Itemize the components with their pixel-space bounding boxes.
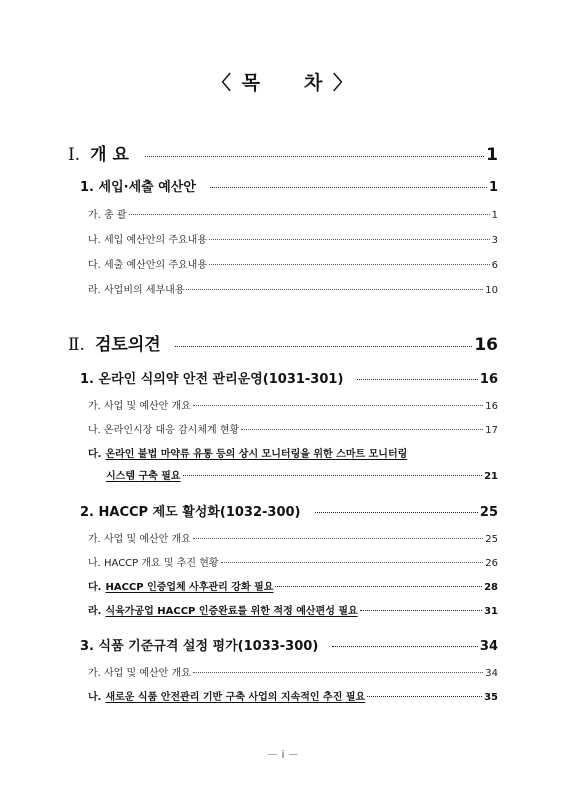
toc-entry-expenditure[interactable]: [88, 256, 498, 271]
entry-label: 2. HACCP 제도 활성화(1032-300): [80, 505, 301, 520]
dot-leader: [129, 214, 490, 215]
entry-label: 식육가공업 HACCP 인증완료를 위한 적정 예산편성 필요: [105, 606, 358, 617]
entry-prefix: 다.: [88, 449, 102, 460]
dot-leader: [193, 538, 483, 539]
page-number: 16: [479, 372, 498, 387]
toc-entry-budget[interactable]: [80, 176, 498, 195]
entry-label: 가. 사업 및 예산안 개요: [88, 534, 191, 545]
toc-entry-food-standards[interactable]: [80, 635, 498, 654]
toc-entry-online-overview[interactable]: [88, 397, 498, 412]
dot-leader: [315, 512, 478, 513]
dot-leader: [193, 405, 483, 406]
section-roman: Ⅰ.: [68, 145, 81, 165]
dot-leader: [209, 264, 490, 265]
entry-label: 나. 세입 예산안의 주요내용: [88, 235, 207, 246]
entry-label: 온라인 불법 마약류 유통 등의 상시 모니터링을 위한 스마트 모니터링: [105, 449, 408, 460]
toc-title: 〈 목 차 〉: [212, 72, 354, 94]
page-number: 28: [484, 582, 498, 593]
toc-entry-overview[interactable]: [88, 206, 498, 221]
page-number: 35: [484, 692, 498, 703]
dot-leader: [275, 586, 482, 587]
dot-leader: [209, 239, 490, 240]
toc-entry-online-monitoring[interactable]: [88, 421, 498, 436]
page-number: 34: [479, 639, 498, 654]
entry-prefix: 다.: [88, 582, 102, 593]
page-number: 6: [491, 260, 498, 271]
page-number: 26: [485, 558, 498, 569]
toc-entry-smart-monitoring-line1[interactable]: [88, 445, 498, 460]
section-label: 개 요: [90, 145, 129, 165]
entry-label: 가. 총 괄: [88, 210, 127, 221]
entry-label: 가. 사업 및 예산안 개요: [88, 668, 191, 679]
page-number: 21: [484, 471, 498, 482]
page-number: 34: [485, 668, 498, 679]
section-roman: Ⅱ.: [68, 335, 85, 355]
toc-entry-haccp-overview[interactable]: [88, 530, 498, 545]
entry-label: 라. 사업비의 세부내용: [88, 285, 185, 296]
dot-leader: [145, 156, 484, 157]
entry-label: 다. 세출 예산안의 주요내용: [88, 260, 207, 271]
dot-leader: [210, 187, 487, 188]
toc-entry-smart-monitoring-line2[interactable]: [106, 467, 498, 482]
page-number: 17: [485, 425, 498, 436]
dot-leader: [183, 475, 482, 476]
toc-entry-food-safety-base[interactable]: [88, 688, 498, 703]
page-footer: － i －: [266, 748, 300, 761]
dot-leader: [360, 610, 482, 611]
dot-leader: [332, 646, 478, 647]
section-label: 검토의견: [94, 335, 161, 355]
toc-entry-haccp-status[interactable]: [88, 554, 498, 569]
toc-entry-haccp-budget[interactable]: [88, 602, 498, 617]
dot-leader: [221, 562, 484, 563]
page-number: 1: [491, 210, 498, 221]
entry-prefix: 라.: [88, 606, 102, 617]
dot-leader: [367, 696, 482, 697]
toc-entry-haccp[interactable]: [80, 501, 498, 520]
page-number: 31: [484, 606, 498, 617]
dot-leader: [241, 429, 483, 430]
entry-label: 3. 식품 기준규격 설정 평가(1033-300): [80, 639, 319, 654]
page-number: 3: [491, 235, 498, 246]
page-number: 25: [479, 505, 498, 520]
entry-label: 1. 세입·세출 예산안: [80, 180, 196, 195]
entry-label: HACCP 인증업체 사후관리 강화 필요: [105, 582, 274, 593]
page-number: 1: [486, 145, 498, 165]
page-number: 1: [488, 180, 498, 195]
toc-entry-project-cost[interactable]: [88, 281, 498, 296]
page-number: 10: [485, 285, 498, 296]
entry-label: 시스템 구축 필요: [106, 471, 181, 482]
toc-section-2[interactable]: [68, 330, 498, 355]
dot-leader: [193, 672, 483, 673]
page-number: 16: [485, 401, 498, 412]
toc-entry-food-overview[interactable]: [88, 664, 498, 679]
entry-label: 가. 사업 및 예산안 개요: [88, 401, 191, 412]
toc-entry-online-safety[interactable]: [80, 368, 498, 387]
dot-leader: [175, 346, 473, 347]
page-number: 25: [485, 534, 498, 545]
entry-label: 나. HACCP 개요 및 추진 현황: [88, 558, 219, 569]
entry-label: 나. 온라인시장 대응 감시체계 현황: [88, 425, 240, 436]
entry-label: 1. 온라인 식의약 안전 관리운영(1031-301): [80, 372, 344, 387]
entry-prefix: 나.: [88, 692, 102, 703]
toc-entry-revenue[interactable]: [88, 231, 498, 246]
page-number: 16: [474, 335, 498, 355]
dot-leader: [186, 289, 483, 290]
toc-entry-haccp-followup[interactable]: [88, 578, 498, 593]
dot-leader: [357, 379, 478, 380]
toc-section-1[interactable]: [68, 140, 498, 165]
entry-label: 새로운 식품 안전관리 기반 구축 사업의 지속적인 추진 필요: [105, 692, 366, 703]
